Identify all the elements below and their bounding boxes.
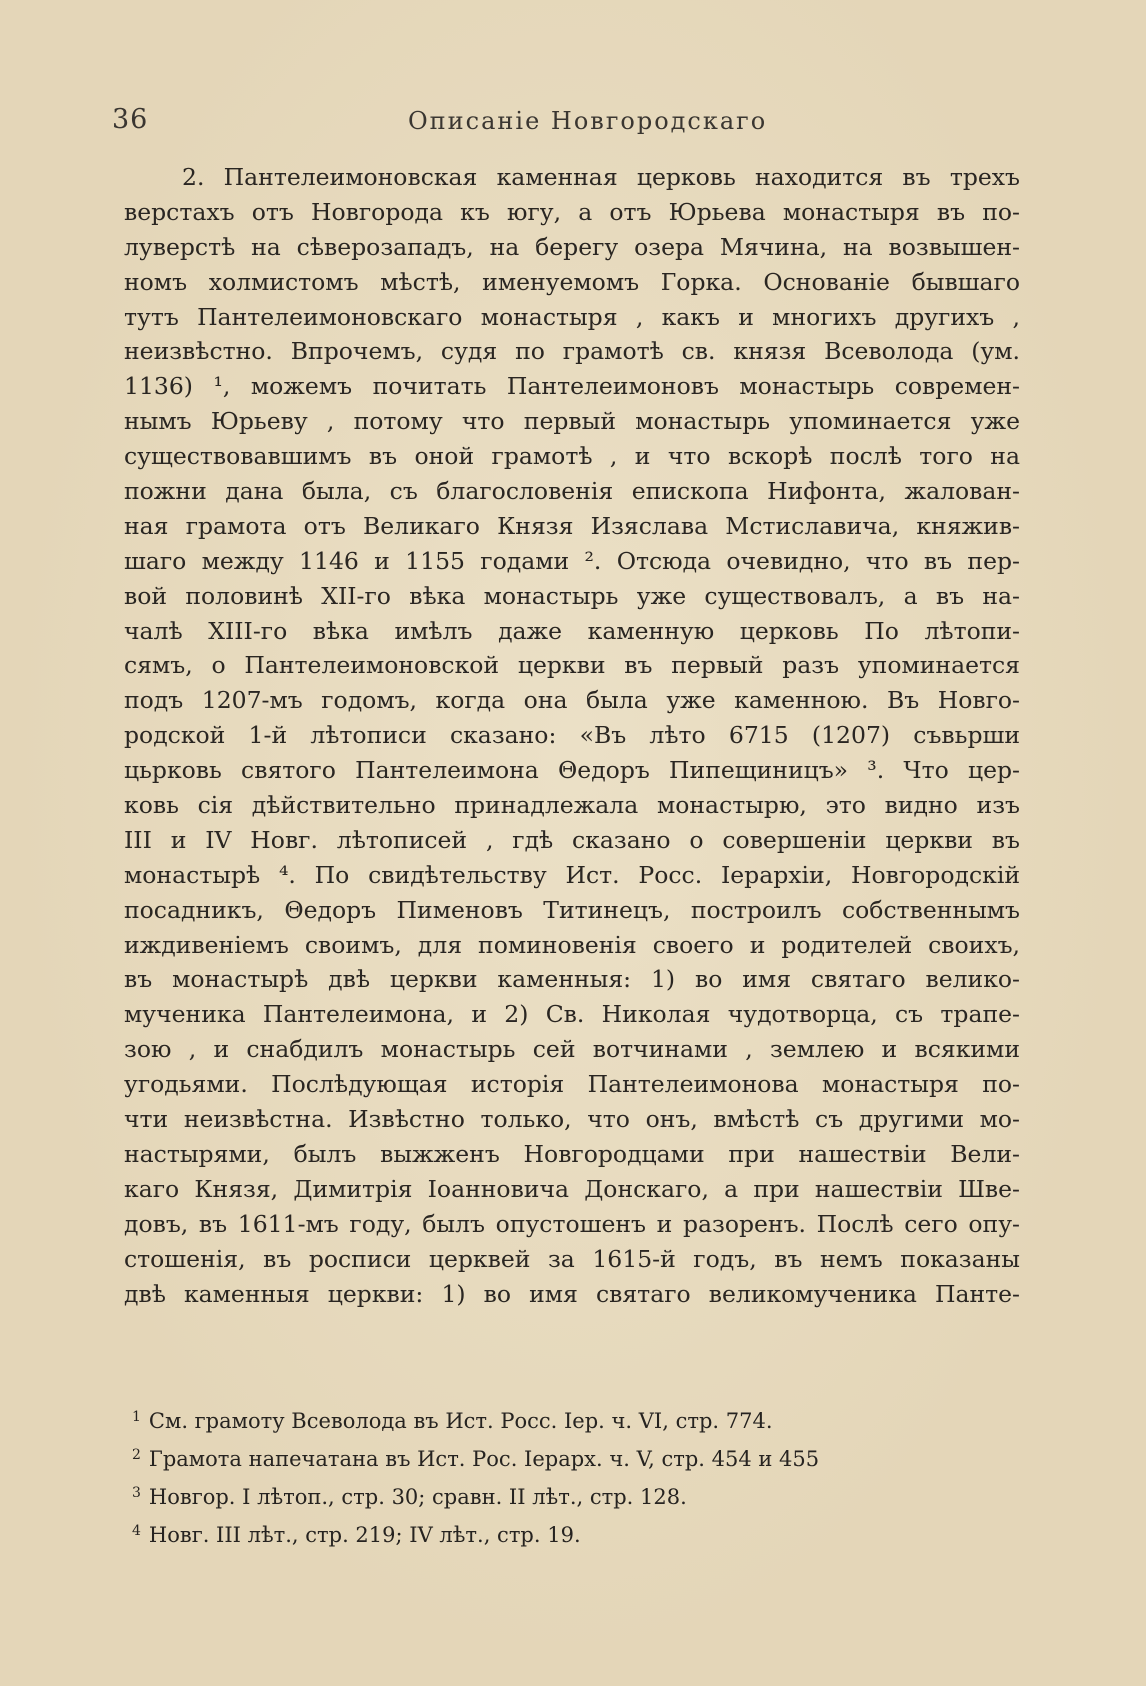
text-line: въ монастырѣ двѣ церкви каменныя: 1) во имя святаго велико- <box>124 965 1020 994</box>
text-line: верстахъ отъ Новгорода къ югу, а отъ Юрьева монастыря въ по- <box>124 197 1020 226</box>
text-line: родской 1-й лѣтописи сказано: «Въ лѣто 6715 (1207) съвьрши <box>124 721 1020 750</box>
text-line: номъ холмистомъ мѣстѣ, именуемомъ Горка. Основаніе бывшаго <box>124 267 1020 296</box>
running-title: Описаніе Новгородскаго <box>408 107 768 135</box>
text-line: луверстѣ на сѣверозападъ, на берегу озера Мячина, на возвышен- <box>124 232 1020 261</box>
footnote-mark: 2 <box>132 1447 141 1463</box>
text-line: ная грамота отъ Великаго Князя Изяслава Мстиславича, княжив- <box>124 511 1020 540</box>
footnote <box>132 1436 952 1474</box>
text-line: шаго между 1146 и 1155 годами ². Отсюда очевидно, что въ пер- <box>124 546 1020 575</box>
text-line: чти неизвѣстна. Извѣстно только, что онъ, вмѣстѣ съ другими мо- <box>124 1105 1020 1134</box>
footnote <box>132 1474 952 1512</box>
text-line: пожни дана была, съ благословенія епископа Нифонта, жалован- <box>124 477 1020 506</box>
footnote <box>132 1512 952 1550</box>
text-line: существовавшимъ въ оной грамотѣ , и что вскорѣ послѣ того на <box>124 442 1020 471</box>
footnote <box>132 1398 952 1436</box>
text-line: каго Князя, Димитрія Іоанновича Донскаго, а при нашествіи Шве- <box>124 1174 1020 1203</box>
text-line: нымъ Юрьеву , потому что первый монастырь упоминается уже <box>124 407 1020 436</box>
text-line: иждивеніемъ своимъ, для поминовенія своего и родителей своихъ, <box>124 930 1020 959</box>
text-line: 2. Пантелеимоновская каменная церковь находится въ трехъ <box>182 163 1020 191</box>
footnote-text: См. грамоту Всеволода въ Ист. Росс. Іер. ч. VI, стр. 774. <box>148 1409 773 1433</box>
text-line: сямъ, о Пантелеимоновской церкви въ первый разъ упоминается <box>124 651 1020 680</box>
text-line: III и IV Новг. лѣтописей , гдѣ сказано о совершеніи церкви въ <box>124 825 1020 854</box>
text-line: вой половинѣ XII-го вѣка монастырь уже существовалъ, а въ на- <box>124 581 1020 610</box>
footnote-mark: 1 <box>132 1409 141 1425</box>
text-line: угодьями. Послѣдующая исторія Пантелеимонова монастыря по- <box>124 1070 1020 1099</box>
text-line: довъ, въ 1611-мъ году, былъ опустошенъ и разоренъ. Послѣ сего опу- <box>124 1209 1020 1238</box>
text-line: ковь сія дѣйствительно принадлежала монастырю, это видно изъ <box>124 791 1020 820</box>
footnote-text: Новг. III лѣт., стр. 219; IV лѣт., стр. 19. <box>148 1523 581 1547</box>
text-line: тутъ Пантелеимоновскаго монастыря , какъ и многихъ другихъ , <box>124 302 1020 331</box>
footnote-text: Грамота напечатана въ Ист. Рос. Іерарх. ч. V, стр. 454 и 455 <box>148 1447 820 1471</box>
footnote-text: Новгор. I лѣтоп., стр. 30; сравн. II лѣт., стр. 128. <box>148 1485 687 1509</box>
page-header <box>112 104 1012 144</box>
footnote-mark: 3 <box>132 1485 141 1501</box>
text-line: посадникъ, Θедоръ Пименовъ Титинецъ, построилъ собственнымъ <box>124 895 1020 924</box>
text-line: зою , и снабдилъ монастырь сей вотчинами , землею и всякими <box>124 1035 1020 1064</box>
text-line: неизвѣстно. Впрочемъ, судя по грамотѣ св. князя Всеволода (ум. <box>124 337 1020 366</box>
text-line: цьрковь святого Пантелеимона Θедоръ Пипещиницъ» ³. Что цер- <box>124 756 1020 785</box>
text-line: 1136) ¹, можемъ почитать Пантелеимоновъ монастырь современ- <box>124 372 1020 401</box>
text-line: монастырѣ ⁴. По свидѣтельству Ист. Росс. Іерархіи, Новгородскій <box>124 860 1020 889</box>
text-line: настырями, былъ выжженъ Новгородцами при нашествіи Вели- <box>124 1139 1020 1168</box>
text-line: мученика Пантелеимона, и 2) Св. Николая чудотворца, съ трапе- <box>124 1000 1020 1029</box>
footnotes <box>132 1398 952 1550</box>
page-number: 36 <box>112 104 149 135</box>
text-line: чалѣ XIII-го вѣка имѣлъ даже каменную церковь По лѣтопи- <box>124 616 1020 645</box>
text-line: двѣ каменныя церкви: 1) во имя святаго великомученика Панте- <box>124 1279 1020 1308</box>
footnote-mark: 4 <box>132 1523 141 1539</box>
body-text <box>124 160 1020 1311</box>
text-line: стошенія, въ росписи церквей за 1615-й годъ, въ немъ показаны <box>124 1244 1020 1273</box>
text-line: подъ 1207-мъ годомъ, когда она была уже каменною. Въ Новго- <box>124 686 1020 715</box>
